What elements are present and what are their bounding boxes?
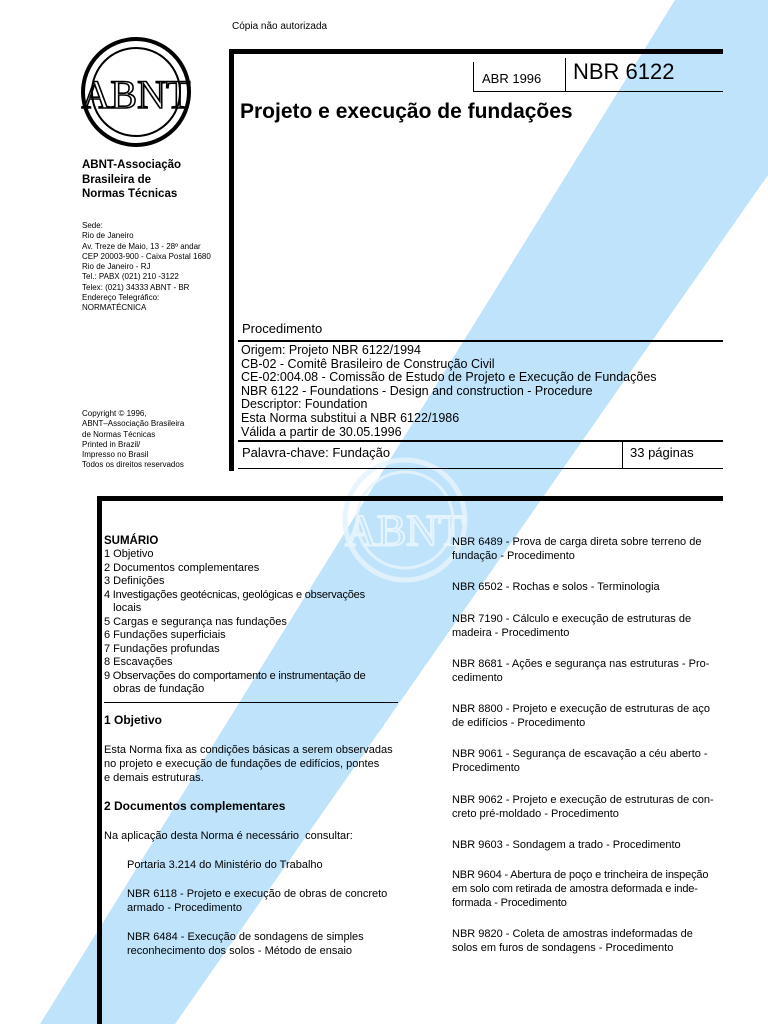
origin-line: Descriptor: Foundation	[241, 397, 368, 412]
reference-item	[452, 868, 708, 910]
reference-item	[452, 580, 660, 594]
reference-line: NBR 8681 - Ações e segurança nas estruturas - Pro-	[452, 658, 710, 670]
origin-line: NBR 6122 - Foundations - Design and construction - Procedure	[241, 383, 593, 398]
section1-text	[104, 743, 393, 785]
standard-date: ABR 1996	[482, 71, 542, 86]
reference-item	[452, 535, 701, 563]
reference-line: NBR 6502 - Rochas e solos - Terminologia	[452, 581, 660, 593]
address-line: Rio de Janeiro	[82, 231, 134, 241]
reference-item	[452, 838, 681, 852]
summary-item: 6 Fundações superficiais	[104, 629, 226, 641]
header-date-rule	[473, 91, 723, 92]
copyright-line: ABNT–Associação Brasileira	[82, 419, 185, 429]
reference-item	[452, 612, 691, 640]
summary-list	[104, 548, 398, 697]
reference-line: em solo com retirada de amostra deformada e inde-	[452, 883, 698, 895]
org-name-line: ABNT-Associação	[82, 159, 182, 171]
section1-title: 1 Objetivo	[104, 713, 163, 727]
summary-title: SUMÁRIO	[104, 535, 159, 547]
reference-line: NBR 7190 - Cálculo e execução de estruturas de	[452, 613, 692, 625]
summary-item: 9 Observações do comportamento e instrumentação de	[104, 669, 366, 682]
page-count: 33 páginas	[630, 445, 694, 460]
address-line: Sede:	[82, 221, 103, 230]
summary-item: obras de fundação	[104, 683, 205, 695]
origin-line: Origem: Projeto NBR 6122/1994	[241, 343, 421, 357]
reference-line: NBR 8800 - Projeto e execução de estruturas de aço	[452, 703, 711, 715]
reference-line: creto pré-moldado - Procedimento	[452, 808, 619, 820]
reference-line: solos em furos de sondagens - Procedimento	[452, 942, 674, 954]
address-line: CEP 20003-900 - Caixa Postal 1680	[82, 251, 211, 261]
abnt-logo	[80, 36, 192, 148]
body-left-rule	[97, 496, 102, 1024]
unauthorized-copy-notice: Cópia não autorizada	[232, 21, 328, 32]
org-name-line: Brasileira de	[82, 173, 152, 186]
keywords-top-rule	[238, 440, 723, 442]
summary-rule	[104, 702, 398, 703]
reference-line: cedimento	[452, 672, 503, 684]
section2-intro: Na aplicação desta Norma é necessário consultar:	[104, 830, 353, 842]
abnt-logo-text: ABNT	[81, 72, 191, 117]
document-type: Procedimento	[242, 321, 323, 336]
summary-item: 8 Escavações	[104, 656, 173, 668]
standard-code: NBR 6122	[573, 59, 675, 84]
summary-item: 2 Documentos complementares	[104, 561, 260, 574]
copyright-line: Impresso no Brasil	[82, 450, 149, 460]
reference-line: madeira - Procedimento	[452, 627, 570, 639]
copyright-block	[82, 409, 184, 471]
reference-line: NBR 9604 - Abertura de poço e trincheira de inspeção	[452, 869, 709, 881]
copyright-line: de Normas Técnicas	[82, 429, 156, 439]
reference-line: NBR 9603 - Sondagem a trado - Procedimento	[452, 839, 681, 851]
reference-item	[452, 747, 708, 775]
abnt-watermark-text: ABNT	[345, 506, 465, 555]
reference-item	[452, 793, 714, 821]
origin-line: CB-02 - Comitê Brasileiro de Construção Civil	[241, 356, 495, 371]
section2-title: 2 Documentos complementares	[104, 799, 286, 813]
reference-line: Portaria 3.214 do Ministério do Trabalho	[127, 859, 323, 871]
reference-line: Procedimento	[452, 762, 520, 774]
copyright-line: Copyright © 1996,	[82, 409, 147, 418]
reference-item	[127, 930, 364, 958]
address-line: Rio de Janeiro - RJ	[82, 262, 151, 272]
reference-line: NBR 6489 - Prova de carga direta sobre terreno de	[452, 536, 702, 548]
summary-item: 7 Fundações profundas	[104, 642, 220, 655]
keywords: Palavra-chave: Fundação	[242, 445, 391, 460]
address-line: Av. Treze de Maio, 13 - 28º andar	[82, 241, 201, 251]
section1-line: no projeto e execução de fundações de edifícios, pontes	[104, 758, 380, 770]
reference-item	[452, 927, 693, 955]
origin-block	[241, 344, 657, 439]
section1-line: Esta Norma fixa as condições básicas a serem observadas	[104, 744, 393, 756]
reference-item	[127, 887, 387, 915]
summary-item: 1 Objetivo	[104, 548, 154, 560]
date-divider	[473, 62, 474, 92]
type-rule	[238, 340, 723, 342]
keywords-bottom-rule	[238, 468, 723, 469]
document-title: Projeto e execução de fundações	[240, 100, 573, 123]
address-line: NORMATÉCNICA	[82, 303, 147, 313]
pages-divider	[622, 441, 623, 469]
summary-item: 5 Cargas e segurança nas fundações	[104, 615, 287, 628]
reference-item	[452, 657, 709, 685]
address-line: Telex: (021) 34333 ABNT - BR	[82, 282, 190, 292]
origin-line: Esta Norma substitui a NBR 6122/1986	[241, 410, 460, 425]
copyright-line: Todos os direitos reservados	[82, 460, 184, 470]
address-line: Tel.: PABX (021) 210 -3122	[82, 272, 179, 282]
org-name	[82, 158, 181, 202]
reference-line: NBR 9061 - Segurança de escavação a céu aberto -	[452, 748, 708, 760]
code-divider	[565, 58, 566, 92]
org-address	[82, 221, 211, 314]
section1-line: e demais estruturas.	[104, 772, 204, 784]
summary-item: 3 Definições	[104, 575, 165, 587]
body-top-rule	[97, 496, 723, 501]
copyright-line: Printed in Brazil/	[82, 439, 141, 449]
org-name-line: Normas Técnicas	[82, 188, 178, 200]
reference-line: NBR 9820 - Coleta de amostras indeformadas de	[452, 928, 693, 940]
reference-item	[452, 702, 710, 730]
reference-line: reconhecimento dos solos - Método de ensaio	[127, 945, 353, 957]
reference-line: NBR 9062 - Projeto e execução de estruturas de con-	[452, 794, 714, 806]
reference-line: armado - Procedimento	[127, 902, 242, 914]
origin-line: CE-02:004.08 - Comissão de Estudo de Projeto e Execução de Fundações	[241, 370, 657, 385]
reference-item	[127, 858, 323, 872]
summary-item: locais	[104, 602, 142, 614]
summary-item: 4 Investigações geotécnicas, geológicas e observações	[104, 588, 365, 601]
reference-line: formada - Procedimento	[452, 897, 567, 909]
header-top-rule	[229, 49, 723, 54]
reference-line: de edifícios - Procedimento	[452, 717, 586, 729]
header-left-rule	[229, 49, 234, 471]
origin-line: Válida a partir de 30.05.1996	[241, 424, 402, 439]
reference-line: NBR 6118 - Projeto e execução de obras de concreto	[127, 888, 388, 900]
reference-line: fundação - Procedimento	[452, 550, 575, 562]
reference-line: NBR 6484 - Execução de sondagens de simples	[127, 931, 364, 943]
address-line: Endereço Telegráfico:	[82, 293, 160, 303]
